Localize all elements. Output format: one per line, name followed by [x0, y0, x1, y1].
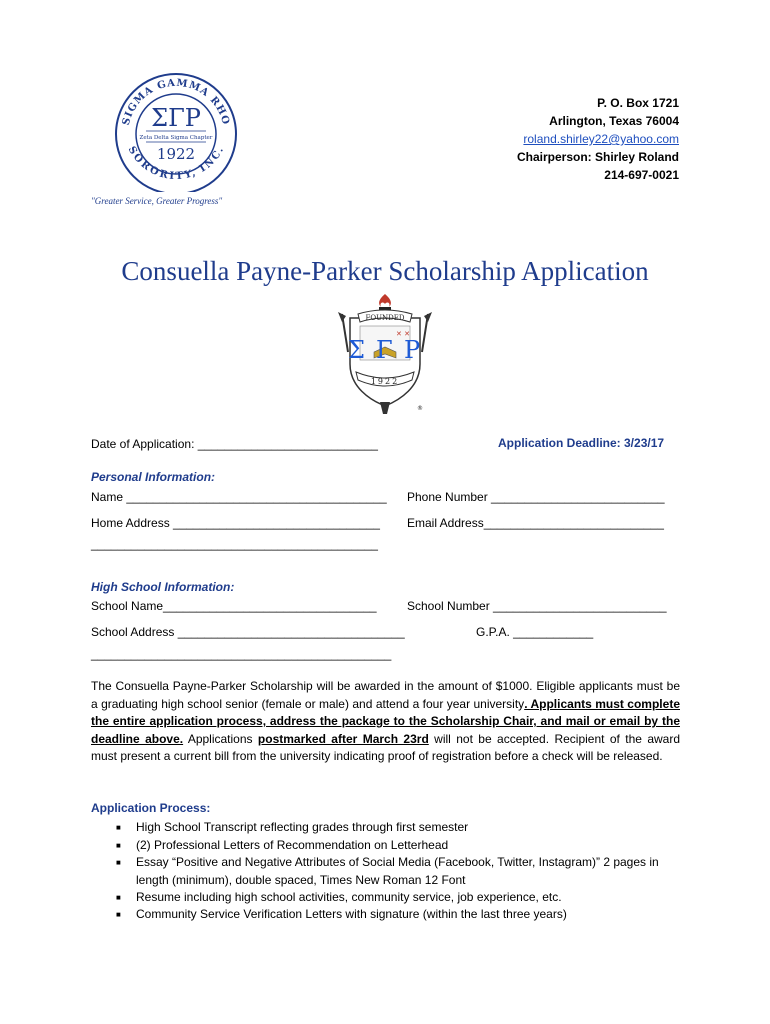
seal-bottom-text: SORORITY, INC.: [125, 144, 227, 183]
email-address-field[interactable]: Email Address___________________________: [407, 516, 664, 530]
application-process: [91, 800, 691, 924]
seal-graphic: [106, 68, 246, 192]
list-item: ■ Resume including high school activities, community service, job experience, etc.: [136, 889, 691, 906]
school-address-line-2[interactable]: _____________________________________________: [91, 647, 392, 661]
list-item: ■ High School Transcript reflecting grades through first semester: [136, 819, 691, 836]
address-line-1: P. O. Box 1721: [597, 96, 679, 110]
home-address-field[interactable]: Home Address _______________________________: [91, 516, 380, 530]
crest-graphic: [334, 292, 436, 418]
list-item: ■ Essay “Positive and Negative Attributes of Social Media (Facebook, Twitter, Instagram)” 2 pages in length (minimum), double spaced, Times New Roman 12 Font: [136, 854, 691, 889]
crest-banner: FOUNDED: [365, 314, 405, 322]
desc-part-5: will not be accepted. Recipient of the award must present a current bill from the university indicating proof of registration before a check will be released.: [91, 731, 681, 764]
seal-chapter: Zeta Delta Sigma Chapter: [139, 135, 213, 141]
crest-year: 1922: [370, 377, 400, 386]
crest: [334, 292, 436, 418]
list-item: ■ Community Service Verification Letters with signature (within the last three years): [136, 906, 691, 923]
desc-part-4: postmarked after March 23rd: [257, 731, 429, 746]
contact-block: [517, 94, 679, 184]
high-school-heading: High School Information:: [91, 580, 235, 594]
name-field[interactable]: Name _______________________________________: [91, 490, 387, 504]
desc-part-1: The Consuella Payne-Parker Scholarship will be awarded in the amount of $1000. Eligible applicants must be a graduating high school senior (female or male) and attend a four year university: [91, 679, 680, 711]
phone: 214-697-0021: [604, 168, 679, 182]
desc-part-3: Applications: [183, 731, 258, 746]
date-of-application[interactable]: Date of Application: ___________________________: [91, 437, 378, 451]
desc-part-2: . Applicants must complete the entire application process, address the package to the Scholarship Chair, and mail or email by the deadline above.: [91, 696, 680, 746]
gpa-field[interactable]: G.P.A. ____________: [476, 625, 594, 639]
page-title: Consuella Payne-Parker Scholarship Application: [121, 256, 649, 286]
home-address-line-2[interactable]: ___________________________________________: [91, 537, 378, 551]
crest-sigma: Σ: [348, 336, 365, 364]
school-number-field[interactable]: School Number __________________________: [407, 599, 667, 613]
email-link[interactable]: roland.shirley22@yahoo.com: [523, 132, 679, 146]
process-heading: Application Process:: [91, 801, 211, 815]
school-address-field[interactable]: School Address __________________________________: [91, 625, 405, 639]
seal-motto: "Greater Service, Greater Progress": [91, 196, 223, 206]
crest-rho: Ρ: [404, 336, 421, 364]
seal-letters: ΣΓΡ: [151, 104, 201, 132]
school-name-field[interactable]: School Name________________________________: [91, 599, 377, 613]
list-item: ■ (2) Professional Letters of Recommendation on Letterhead: [136, 837, 691, 854]
chapter-seal: [106, 68, 246, 192]
seal-year: 1922: [156, 145, 196, 163]
crest-mark: ®: [417, 405, 423, 412]
crest-gamma: Γ: [376, 336, 393, 364]
address-line-2: Arlington, Texas 76004: [549, 114, 679, 128]
phone-field[interactable]: Phone Number __________________________: [407, 490, 665, 504]
svg-text:✕ ✕: ✕ ✕: [396, 330, 410, 338]
personal-heading: Personal Information:: [91, 470, 216, 484]
scholarship-description: [91, 678, 680, 766]
process-list: [91, 819, 691, 923]
application-deadline: Application Deadline: 3/23/17: [498, 436, 665, 450]
chairperson: Chairperson: Shirley Roland: [516, 150, 679, 164]
seal-top-text: SIGMA GAMMA RHO: [120, 77, 232, 127]
